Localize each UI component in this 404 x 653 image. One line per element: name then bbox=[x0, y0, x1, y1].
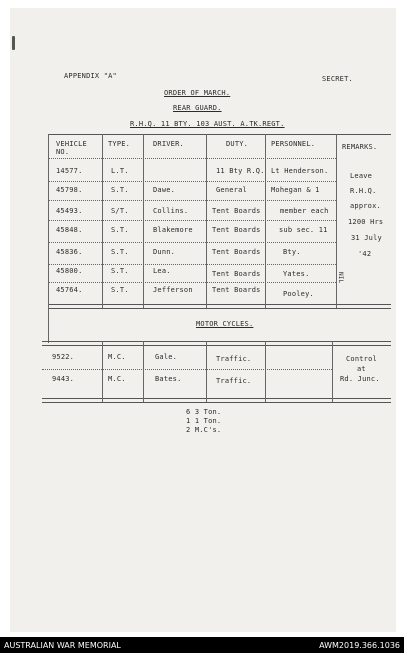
header-duty: DUTY. bbox=[226, 140, 249, 148]
column-rule bbox=[265, 134, 266, 308]
remarks-line: 1200 Hrs bbox=[348, 218, 384, 226]
header-personnel: PERSONNEL. bbox=[271, 140, 316, 148]
cell-driver: Jefferson bbox=[153, 286, 193, 294]
mc-table-bottom-rule bbox=[42, 402, 391, 403]
column-rule bbox=[206, 134, 207, 308]
cell-personnel: Yates. bbox=[283, 270, 310, 278]
header-rule bbox=[48, 158, 336, 159]
remarks-mark: NIL bbox=[337, 272, 344, 284]
cell-duty: General bbox=[216, 186, 247, 194]
mc-remarks-line: at bbox=[357, 365, 366, 373]
cell-type: S.T. bbox=[111, 248, 129, 256]
remarks-line: '42 bbox=[358, 250, 372, 258]
cell-type: L.T. bbox=[111, 167, 129, 175]
mc-remarks-line: Control bbox=[346, 355, 377, 363]
appendix-label: APPENDIX "A" bbox=[64, 72, 117, 80]
row-rule bbox=[48, 282, 336, 283]
cell-driver: Blakemore bbox=[153, 226, 193, 234]
motor-cycles-heading: MOTOR CYCLES. bbox=[196, 320, 254, 328]
footer-institution: AUSTRALIAN WAR MEMORIAL bbox=[4, 641, 121, 650]
table-bottom-rule bbox=[48, 304, 391, 305]
mc-cell-driver: Bates. bbox=[155, 375, 182, 383]
cell-personnel: Bty. bbox=[283, 248, 301, 256]
mc-column-rule bbox=[265, 341, 266, 402]
mc-column-rule bbox=[206, 341, 207, 402]
cell-driver: Dawe. bbox=[153, 186, 176, 194]
cell-personnel: member each bbox=[280, 207, 329, 215]
cell-personnel: Lt Henderson. bbox=[271, 167, 329, 175]
summary-line: 6 3 Ton. bbox=[186, 408, 222, 416]
cell-vehicle-no: 45848. bbox=[56, 226, 83, 234]
header-type: TYPE. bbox=[108, 140, 131, 148]
cell-personnel: Pooley. bbox=[283, 290, 314, 298]
cell-duty: Tent Boards bbox=[212, 226, 261, 234]
cell-vehicle-no: 45798. bbox=[56, 186, 83, 194]
mc-cell-vehicle-no: 9522. bbox=[52, 353, 75, 361]
mc-cell-vehicle-no: 9443. bbox=[52, 375, 75, 383]
mc-cell-type: M.C. bbox=[108, 353, 126, 361]
mc-cell-type: M.C. bbox=[108, 375, 126, 383]
punch-hole-mark bbox=[12, 36, 15, 50]
summary-line: 1 1 Ton. bbox=[186, 417, 222, 425]
cell-vehicle-no: 45764. bbox=[56, 286, 83, 294]
cell-type: S.T. bbox=[111, 226, 129, 234]
footer-accession-number: AWM2019.366.1036 bbox=[319, 641, 400, 650]
row-rule bbox=[48, 181, 336, 182]
cell-vehicle-no: 45493. bbox=[56, 207, 83, 215]
cell-driver: Lea. bbox=[153, 267, 171, 275]
column-rule bbox=[48, 134, 49, 343]
cell-duty: Tent Boards bbox=[212, 270, 261, 278]
cell-duty: Tent Boards bbox=[212, 207, 261, 215]
mc-table-bottom-rule bbox=[42, 398, 391, 399]
header-vehicle-no: VEHICLE NO. bbox=[56, 140, 87, 156]
cell-duty: 11 Bty R.Q. bbox=[216, 167, 265, 175]
mc-row-rule bbox=[42, 369, 332, 370]
mc-cell-duty: Traffic. bbox=[216, 377, 252, 385]
remarks-line: R.H.Q. bbox=[350, 187, 377, 195]
row-rule bbox=[48, 220, 336, 221]
row-rule bbox=[48, 264, 336, 265]
mc-column-rule bbox=[143, 341, 144, 402]
mc-table-top-rule bbox=[42, 341, 391, 342]
classification-label: SECRET. bbox=[322, 75, 353, 83]
summary-line: 2 M.C's. bbox=[186, 426, 222, 434]
cell-duty: Tent Boards bbox=[212, 248, 261, 256]
cell-type: S.T. bbox=[111, 286, 129, 294]
cell-duty: Tent Boards bbox=[212, 286, 261, 294]
cell-personnel: sub sec. 11 bbox=[279, 226, 328, 234]
mc-column-rule bbox=[102, 341, 103, 402]
row-rule bbox=[48, 200, 336, 201]
table-bottom-rule bbox=[48, 308, 391, 309]
header-driver: DRIVER. bbox=[153, 140, 184, 148]
cell-personnel: Mohegan & 1 bbox=[271, 186, 320, 194]
cell-type: S.T. bbox=[111, 186, 129, 194]
table-top-rule bbox=[48, 134, 391, 135]
cell-vehicle-no: 45800. bbox=[56, 267, 83, 275]
footer-bar bbox=[0, 637, 404, 653]
cell-driver: Collins. bbox=[153, 207, 189, 215]
mc-column-rule bbox=[332, 341, 333, 402]
mc-table-top-rule bbox=[42, 345, 391, 346]
cell-driver: Dunn. bbox=[153, 248, 176, 256]
mc-cell-driver: Gale. bbox=[155, 353, 178, 361]
cell-vehicle-no: 45836. bbox=[56, 248, 83, 256]
remarks-line: approx. bbox=[350, 202, 381, 210]
remarks-line: 31 July bbox=[351, 234, 382, 242]
cell-type: S/T. bbox=[111, 207, 129, 215]
mc-cell-duty: Traffic. bbox=[216, 355, 252, 363]
document-title: ORDER OF MARCH. bbox=[164, 89, 231, 97]
unit-heading: R.H.Q. 11 BTY. 103 AUST. A.TK.REGT. bbox=[130, 120, 285, 128]
column-rule bbox=[143, 134, 144, 308]
cell-vehicle-no: 14577. bbox=[56, 167, 83, 175]
cell-type: S.T. bbox=[111, 267, 129, 275]
mc-remarks-line: Rd. Junc. bbox=[340, 375, 380, 383]
document-subtitle: REAR GUARD. bbox=[173, 104, 222, 112]
remarks-line: Leave bbox=[350, 172, 373, 180]
column-rule bbox=[102, 134, 103, 308]
row-rule bbox=[48, 242, 336, 243]
header-remarks: REMARKS. bbox=[342, 143, 378, 151]
